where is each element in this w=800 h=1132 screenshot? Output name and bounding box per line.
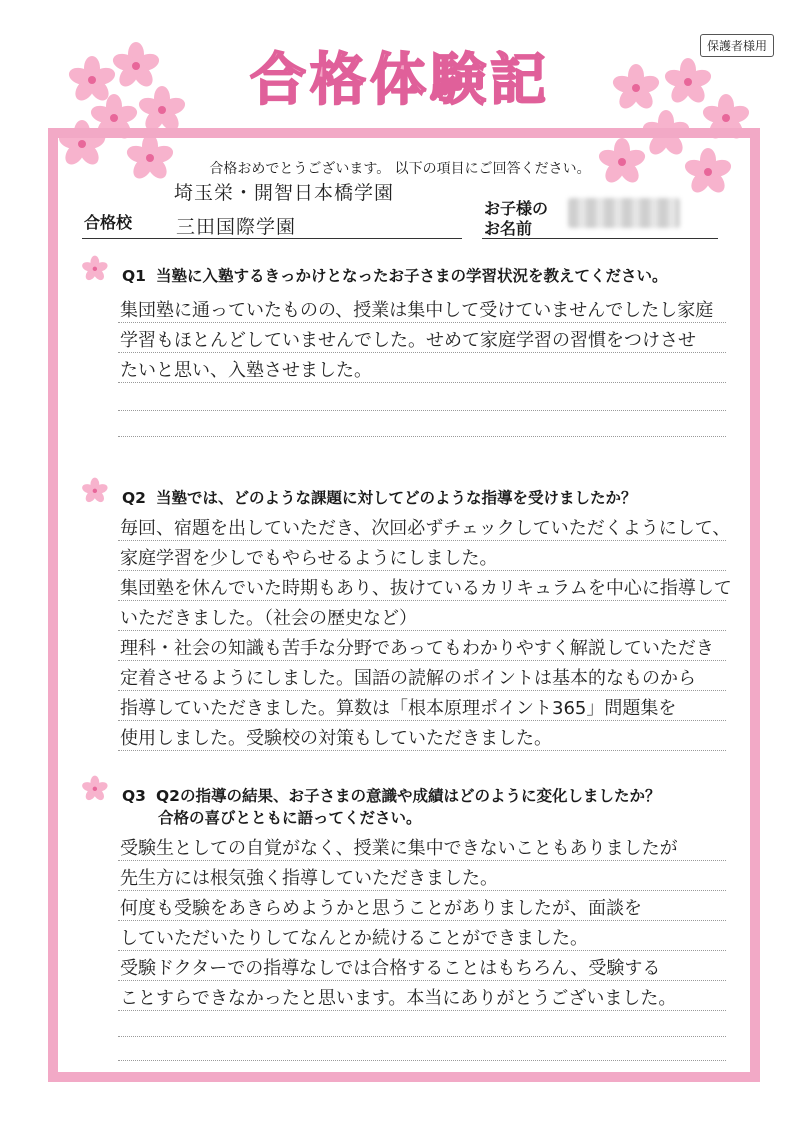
q1-answer-line-3: たいと思い、入塾させました。 <box>120 360 372 381</box>
school-line-2: 三田国際学園 <box>176 216 297 238</box>
q1-question <box>122 264 668 286</box>
q2-rule-4 <box>118 630 726 631</box>
q1-answer-line-2: 学習もほとんどしていませんでした。せめて家庭学習の習慣をつけさせ <box>120 330 696 351</box>
q3-rule-7 <box>118 1036 726 1037</box>
q3-answer-line-3: 何度も受験をあきらめようかと思うことがありましたが、面談を <box>120 898 642 919</box>
page-title: 合格体験記 <box>250 47 550 113</box>
q3-rule-4 <box>118 950 726 951</box>
q3-number: Q3 <box>122 787 146 805</box>
q2-answer-line-3: 集団塾を休んでいた時期もあり、抜けているカリキュラムを中心に指導して <box>120 578 732 599</box>
school-label: 合格校 <box>84 213 133 232</box>
q2-rule-5 <box>118 660 726 661</box>
q3-answer-line-2: 先生方には根気強く指導していただきました。 <box>120 868 498 889</box>
q2-answer-line-4: いただきました。（社会の歴史など） <box>120 608 417 629</box>
q2-rule-3 <box>118 600 726 601</box>
q3-rule-8 <box>118 1060 726 1061</box>
audience-badge: 保護者様用 <box>700 34 774 57</box>
q3-blossom-icon <box>80 774 110 804</box>
q1-rule-3 <box>118 382 726 383</box>
q2-question <box>122 486 637 508</box>
q1-rule-4 <box>118 410 726 411</box>
q1-rule-2 <box>118 352 726 353</box>
q2-rule-8 <box>118 750 726 751</box>
q2-question-text: 当塾では、どのような課題に対してどのような指導を受けましたか？ <box>156 489 637 507</box>
q3-rule-2 <box>118 890 726 891</box>
q3-rule-1 <box>118 860 726 861</box>
q2-answer-line-1: 毎回、宿題を出していただき、次回必ずチェックしていただくようにして、 <box>120 518 731 539</box>
q2-rule-7 <box>118 720 726 721</box>
q1-rule-5 <box>118 436 726 437</box>
q3-question-text-2: 合格の喜びとともに語ってください。 <box>158 809 422 827</box>
q3-rule-5 <box>118 980 726 981</box>
q3-answer-line-1: 受験生としての自覚がなく、授業に集中できないこともありましたが <box>120 838 678 859</box>
school-underline <box>82 238 462 239</box>
child-name-label-2: お名前 <box>484 219 533 238</box>
q1-question-text: 当塾に入塾するきっかけとなったお子さまの学習状況を教えてください。 <box>156 267 668 285</box>
q2-number: Q2 <box>122 489 146 507</box>
q3-answer-line-4: していただいたりしてなんとか続けることができました。 <box>120 928 588 949</box>
q1-number: Q1 <box>122 267 146 285</box>
q2-blossom-icon <box>80 476 110 506</box>
q2-rule-6 <box>118 690 726 691</box>
intro-text: 合格おめでとうございます。 以下の項目にご回答ください。 <box>209 161 591 177</box>
q2-answer-line-2: 家庭学習を少しでもやらせるようにしました。 <box>120 548 498 569</box>
child-name-redacted <box>568 198 680 228</box>
school-line-1: 埼玉栄・開智日本橋学園 <box>174 182 395 204</box>
child-name-label-1: お子様の <box>484 199 549 218</box>
q3-rule-6 <box>118 1010 726 1011</box>
q2-rule-1 <box>118 540 726 541</box>
q3-answer-line-5: 受験ドクターでの指導なしでは合格することはもちろん、受験する <box>120 958 661 979</box>
child-name-underline <box>482 238 718 239</box>
q2-answer-line-6: 定着させるようにしました。国語の読解のポイントは基本的なものから <box>120 668 696 689</box>
q2-answer-line-5: 理科・社会の知識も苦手な分野であってもわかりやすく解説していただき <box>120 638 714 659</box>
q3-rule-3 <box>118 920 726 921</box>
q2-answer-line-7: 指導していただきました。算数は「根本原理ポイント365」問題集を <box>120 698 677 719</box>
q1-blossom-icon <box>80 254 110 284</box>
q1-answer-line-1: 集団塾に通っていたものの、授業は集中して受けていませんでしたし家庭 <box>120 300 714 321</box>
q1-rule-1 <box>118 322 726 323</box>
q2-answer-line-8: 使用しました。受験校の対策もしていただきました。 <box>120 728 552 749</box>
q3-question-text-1: Q2の指導の結果、お子さまの意識や成績はどのように変化しましたか？ <box>156 787 661 805</box>
q2-rule-2 <box>118 570 726 571</box>
q3-question <box>122 784 660 806</box>
q3-answer-line-6: ことすらできなかったと思います。本当にありがとうございました。 <box>120 988 677 1009</box>
